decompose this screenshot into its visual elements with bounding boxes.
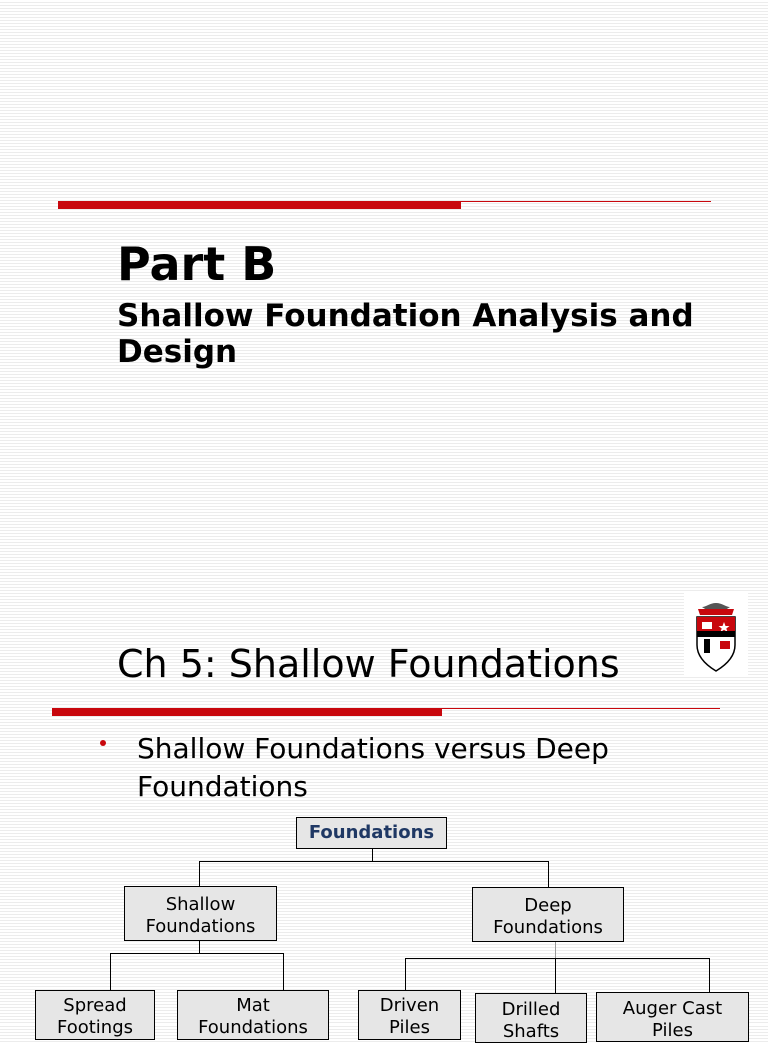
- slide-subtitle: Shallow Foundation Analysis and Design: [117, 298, 694, 370]
- node-label-line2: Footings: [56, 1016, 133, 1038]
- node-label-line2: Foundations: [145, 915, 256, 937]
- node-label-line1: Spread: [63, 994, 127, 1016]
- title-rule-thin: [461, 201, 711, 202]
- slide-title: Part B: [117, 237, 277, 291]
- connector-line: [283, 953, 284, 991]
- node-label-line1: Mat: [236, 994, 270, 1016]
- chart-node-driven-piles: [358, 990, 461, 1040]
- connector-line: [555, 958, 556, 994]
- chart-node-shallow-foundations: [124, 886, 277, 941]
- connector-line: [199, 861, 200, 887]
- chart-node-deep-foundations: [472, 887, 624, 942]
- bullet-text: Shallow Foundations versus Deep Foundations: [137, 732, 609, 803]
- university-shield-icon: [684, 593, 748, 677]
- node-label-line1: Deep: [524, 894, 572, 916]
- node-label-line1: Auger Cast: [622, 997, 723, 1019]
- connector-line: [372, 849, 373, 861]
- node-label-line1: Driven: [379, 994, 440, 1016]
- chart-node-drilled-shafts: [475, 993, 587, 1043]
- connector-line: [405, 958, 406, 991]
- chart-node-auger-cast-piles: [596, 992, 749, 1042]
- connector-line: [709, 958, 710, 993]
- node-label: Foundations: [308, 822, 435, 843]
- bullet-icon: [100, 740, 106, 746]
- chapter-rule-thick: [52, 708, 442, 716]
- node-label-line2: Foundations: [493, 916, 603, 938]
- node-label-line2: Piles: [652, 1019, 693, 1041]
- connector-line: [110, 953, 284, 954]
- connector-line: [199, 940, 200, 953]
- node-label-line2: Foundations: [198, 1016, 308, 1038]
- chapter-rule-thin: [442, 708, 720, 709]
- connector-line: [110, 953, 111, 991]
- connector-line: [405, 958, 710, 959]
- title-rule-thick: [58, 201, 461, 209]
- chart-node-foundations: [296, 817, 447, 849]
- connector-line: [555, 941, 556, 958]
- connector-line: [199, 861, 549, 862]
- chart-node-mat-foundations: [177, 990, 329, 1040]
- node-label-line1: Shallow: [165, 893, 236, 915]
- chapter-title: Ch 5: Shallow Foundations: [117, 642, 620, 686]
- chart-node-spread-footings: [35, 990, 155, 1040]
- node-label-line2: Shafts: [502, 1020, 560, 1042]
- connector-line: [548, 861, 549, 887]
- node-label-line2: Piles: [389, 1016, 430, 1038]
- node-label-line1: Drilled: [501, 998, 561, 1020]
